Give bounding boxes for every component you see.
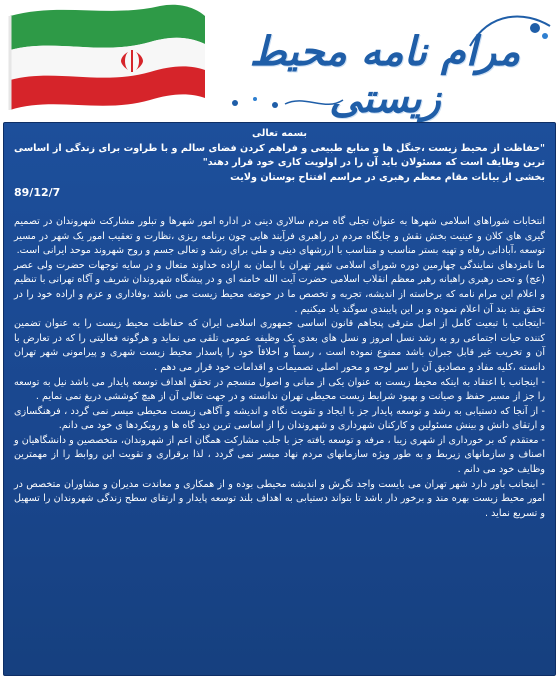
- paragraph-intro: انتخابات شوراهای اسلامی شهرها به عنوان تجلی گاه مردم سالاری دینی در اداره امور شهرها و تبلور مشارکت شهروندان در تصمیم گیری های کلان و عینیت بخش نقش و جایگاه مردم در راهبری فرآیند هایی چون برنامه ریزی ،نظارت و تعقیب امور یک شهر در مسیر توسعه ،آبادانی رفاه و تهیه بستر مناسب و متناسب با ارزشهای دینی و ملی برای رشد و تعالی جسم و روح شهروند موحد ایرانی است.: [14, 215, 545, 257]
- quote-date: 89/12/7: [14, 186, 61, 200]
- basmala-heading: بسمه تعالی: [252, 128, 307, 139]
- leader-quote: "حفاظت از محیط زیست ،جنگل ها و منابع طبیعی و فراهم کردن فضای سالم و با طراوت برای زندگی از اساسی ترین وظایف است که مسئولان باید آن را در اولویت کاری خود قرار دهند": [14, 142, 545, 169]
- iran-flag-graphic: [0, 0, 215, 122]
- paragraph-expert-cooperation: - اینجانب باور دارد شهر تهران می بایست واجد نگرش و اندیشه محیطی بوده و از همکاری و معاندت مدیران و مشاوران متخصص در امور محیط زیست بهره مند و برخور دار باشد تا بتواند دستیابی به اهداف بلند توسعه پایدار و ارتقای سطح زندگی شهروندان را تسهیل و تسریع نماید .: [14, 478, 545, 519]
- paragraph-participation: - معتقدم که بر خورداری از شهری زیبا ، مرفه و توسعه یافته جز با جلب مشارکت همگان اعم از شهروندان، متخصصین و دانشگاهیان و اصناف و سازمانهای زیربط و به طور ویژه سازمانهای مردم نهاد میسر نمی گردد ، لذا برقراری و تقویت این روابط را از مهمترین وظایف خود می دانم .: [14, 434, 545, 476]
- paragraph-sustainable-development: - اینجانب با اعتقاد به اینکه محیط زیست به عنوان یکی از مبانی و اصول منسجم در تحقق اهداف توسعه پایدار می باشد نیل به توسعه را جز از مسیر حفظ و صیانت و بهبود شرایط زیست محیطی تهران ندانسته و در جهت تعالی آن از هیچ کوششی دریغ نمی نمایم .: [14, 376, 545, 403]
- paragraph-article-50: -ایتجانب با تبعیت کامل از اصل مترقی پنجاهم قانون اساسی جمهوری اسلامی ایران که حفاظت محیط زیست را به عنوان تضمین کننده حیات اجتماعی رو به رشد نسل امروز و نسل های بعدی یک وظیفه عمومی تلقی می نماید و هرگونه فعالیتی را که در تعارض با آن و تخریب غیر قابل جبران باشد ممنوع نموده است ، رسماً و اخلاقاً خود را پاسدار محیط زیست شهری و پیرامونی شهر تهران دانسته ،کلیه مفاد و مصادیق آن را سر لوحه و محور اصلی تصمیمات و اقدامات خود قرار می دهم .: [14, 318, 545, 373]
- paragraph-awareness: - از آنجا که دستیابی به رشد و توسعه پایدار جز با ایجاد و تقویت نگاه و اندیشه و آگاهی زیست محیطی میسر نمی گردد ، فرهنگسازی و ارتقای دانش و بینش مسئولین و کارکنان شهرداری و شهروندان را از اساسی ترین دید گاه ها و رویکردها ی خود می دانم.: [14, 405, 545, 432]
- header-banner: [0, 0, 559, 122]
- quote-source: بخشی از بیانات مقام معظم رهبری در مراسم افتتاح بوستان ولایت: [230, 171, 545, 183]
- spacer: [14, 201, 545, 215]
- title-area: [215, 0, 559, 122]
- page-title: مرام نامه محیط زیستی: [249, 28, 521, 122]
- paragraph-candidates: ما نامزدهای نمایندگی چهارمین دوره شورای اسلامی شهر تهران با ایمان به اراده خداوند متعال و در سایه توجهات حضرت ولی عصر (عج) و تحت رهبری راهبانه رهبر معظم انقلاب اسلامی حضرت آیت الله خامنه ای و در پیشگاه شهروندان شریف و آگاه تهرانی با تنظیم و اعلام این مرام نامه که برخاسته از اندیشه، تجربه و تخصص ما در حوضه محیط زیست می باشد ،وفاداری و عزم و اراده خود را در تحقق بند بند آن اعلام نموده و بر این پایبندی سوگند یاد میکنیم .: [14, 259, 545, 315]
- content-panel: [3, 122, 556, 676]
